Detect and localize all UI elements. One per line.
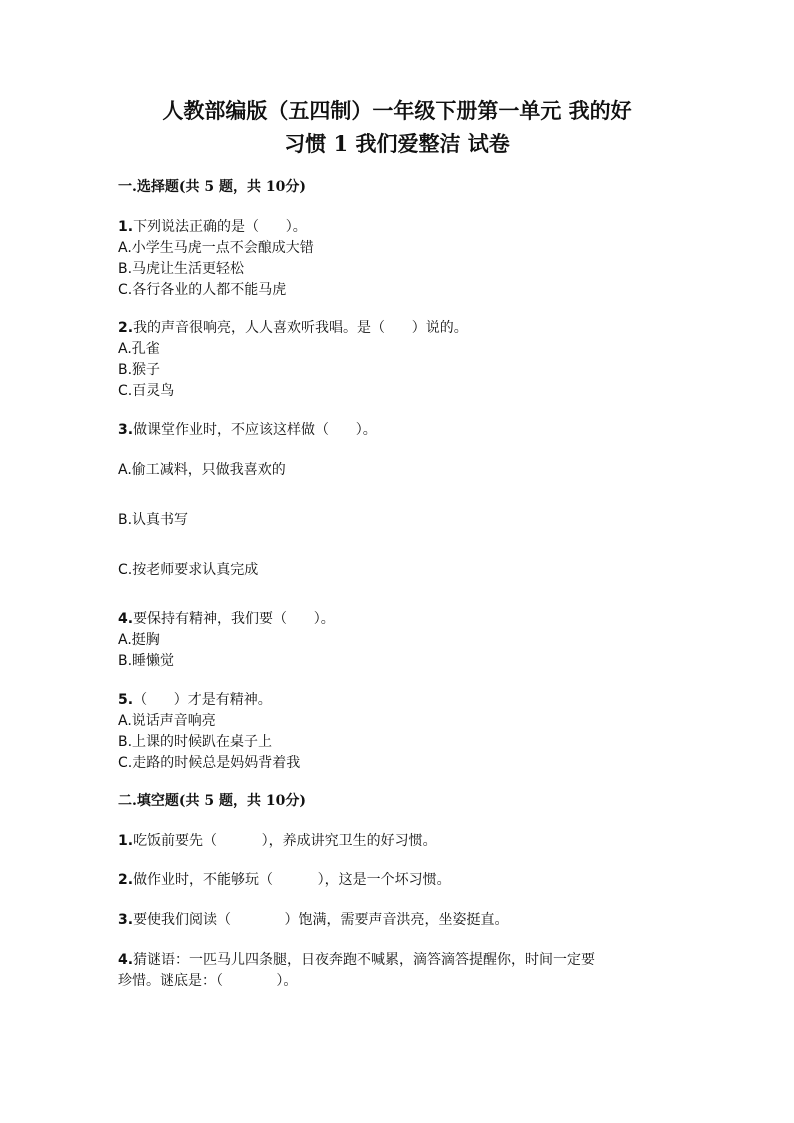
option-c: C.百灵鸟 (118, 383, 175, 399)
question-number: 2. (118, 320, 134, 336)
title-line-2: 习惯 1 我们爱整洁 试卷 (284, 131, 510, 156)
fill-question-1 (118, 831, 678, 851)
option-b: B.猴子 (118, 362, 161, 378)
question-number: 3. (118, 912, 134, 928)
question-number: 5. (118, 692, 134, 708)
question-2 (118, 318, 678, 338)
fill-question-3 (118, 910, 678, 930)
question-text: 做作业时，不能够玩（ ），这是一个坏习惯。 (133, 872, 451, 888)
question-number: 1. (118, 833, 134, 849)
question-text: 下列说法正确的是（ ）。 (133, 219, 307, 235)
option-a: A.挺胸 (118, 632, 160, 648)
question-5 (118, 690, 678, 710)
fill-question-2 (118, 870, 678, 890)
option-c: C.各行各业的人都不能马虎 (118, 282, 287, 298)
question-text: 要保持有精神，我们要（ ）。 (133, 611, 335, 627)
question-number: 3. (118, 422, 134, 438)
option-b: B.睡懒觉 (118, 653, 175, 669)
section-heading-fill-in-blank: 二.填空题(共 5 题，共 10分) (118, 793, 306, 809)
option-a: A.孔雀 (118, 341, 160, 357)
fill-question-4 (118, 950, 678, 970)
option-b: B.马虎让生活更轻松 (118, 261, 245, 277)
option-c: C.按老师要求认真完成 (118, 562, 259, 578)
question-text: 做课堂作业时，不应该这样做（ ）。 (133, 422, 377, 438)
option-a: A.小学生马虎一点不会酿成大错 (118, 240, 314, 256)
question-3 (118, 420, 678, 440)
section-heading-multiple-choice: 一.选择题(共 5 题，共 10分) (118, 179, 306, 195)
question-number: 4. (118, 952, 134, 968)
question-text: 吃饭前要先（ ），养成讲究卫生的好习惯。 (133, 833, 437, 849)
question-number: 2. (118, 872, 134, 888)
fill-question-4-continuation: 珍惜。谜底是：（ ）。 (118, 973, 298, 989)
question-4 (118, 609, 678, 629)
option-a: A.说话声音响亮 (118, 713, 216, 729)
option-b: B.认真书写 (118, 512, 189, 528)
option-b: B.上课的时候趴在桌子上 (118, 734, 273, 750)
question-text: 猜谜语：一匹马儿四条腿，日夜奔跑不喊累，滴答滴答提醒你，时间一定要 (133, 952, 596, 968)
option-c: C.走路的时候总是妈妈背着我 (118, 755, 301, 771)
question-text: 要使我们阅读（ ）饱满，需要声音洪亮，坐姿挺直。 (133, 912, 509, 928)
title-line-1: 人教部编版（五四制）一年级下册第一单元 我的好 (162, 98, 632, 123)
question-number: 1. (118, 219, 134, 235)
page-title (80, 94, 714, 160)
question-text: （ ）才是有精神。 (133, 692, 272, 708)
question-number: 4. (118, 611, 134, 627)
option-a: A.偷工减料，只做我喜欢的 (118, 462, 286, 478)
question-1 (118, 217, 678, 237)
question-text: 我的声音很响亮，人人喜欢听我唱。是（ ）说的。 (133, 320, 468, 336)
